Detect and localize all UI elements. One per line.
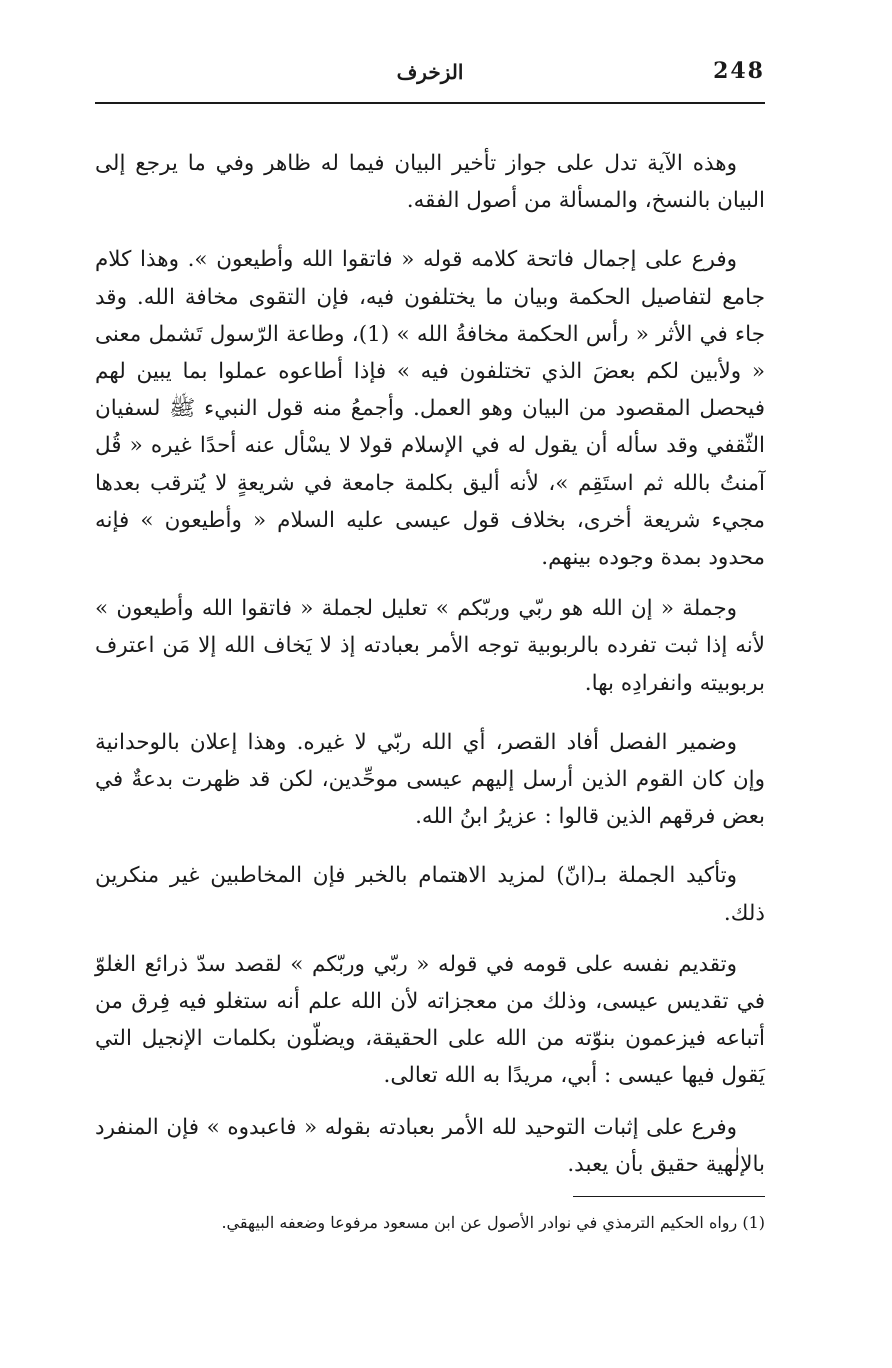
paragraph-2: وفرع على إجمال فاتحة كلامه قوله « فاتقوا الله وأطيعون ». وهذا كلام جامع لتفاصيل الحكمة وبيان ما يختلفون فيه، فإن التقوى مخافة الله. وقد جاء في الأثر « رأس الحكمة مخافةُ الله » (1)، وطاعة الرّسول تَشمل معنى « ولأبين لكم بعضَ الذي تختلفون فيه » فإذا أطاعوه عملوا بما يبين لهم فيحصل المقصود من البيان وهو العمل. وأجمعُ منه قول النبيء ﷺ لسفيان الثّقفي وقد سأله أن يقول له في الإسلام قولا لا يسْأل عنه أحدًا غيره « قُل آمنتُ بالله ثم استَقِم »، لأنه أليق بكلمة جامعة في شريعةٍ لا يُترقب بعدها مجيء شريعة أخرى، بخلاف قول عيسى عليه السلام « وأطيعون » فإنه محدود بمدة وجوده بينهم. — [95, 247, 765, 571]
page-header — [95, 50, 765, 100]
footnote-rule — [573, 1196, 765, 1197]
main-text — [95, 145, 765, 1205]
page-number: 248 — [713, 58, 765, 84]
header-rule — [95, 102, 765, 104]
paragraph-6: وتقديم نفسه على قومه في قوله « ربّي وربّكم » لقصد سدّ ذرائع الغلوّ في تقديس عيسى، وذلك من معجزاته لأن الله علم أنه ستغلو فيه فِرق من أتباعه فيزعمون بنوّته من الله على الحقيقة، ويضلّون بكلمات الإنجيل التي يَقول فيها عيسى : أبي، مريدًا به الله تعالى. — [95, 951, 765, 1089]
paragraph-3: وجملة « إن الله هو ربّي وربّكم » تعليل لجملة « فاتقوا الله وأطيعون » لأنه إذا ثبت تفرده بالربوبية توجه الأمر بعبادته إذ لا يَخاف الله إلا مَن اعترف بربوبيته وانفرادِه بها. — [95, 596, 765, 696]
paragraph-4: وضمير الفصل أفاد القصر، أي الله ربّي لا غيره. وهذا إعلان بالوحدانية وإن كان القوم الذين أرسل إليهم عيسى موحِّدين، لكن قد ظهرت بدعةٌ في بعض فرقهم الذين قالوا : عزيرُ ابنُ الله. — [95, 729, 765, 830]
running-title: الزخرف — [396, 60, 464, 84]
paragraph-1: وهذه الآية تدل على جواز تأخير البيان فيما له ظاهر وفي ما يرجع إلى البيان بالنسخ، والمسألة من أصول الفقه. — [95, 151, 765, 214]
footnote: (1) رواه الحكيم الترمذي في نوادر الأصول عن ابن مسعود مرفوعا وضعفه البيهقي. — [221, 1213, 765, 1232]
paragraph-7: وفرع على إثبات التوحيد لله الأمر بعبادته بقوله « فاعبدوه » فإن المنفرد بالإلٰهية حقيق بأن يعبد. — [95, 1114, 765, 1177]
paragraph-5: وتأكيد الجملة بـ(انّ) لمزيد الاهتمام بالخبر فإن المخاطبين غير منكرين ذلك. — [95, 863, 765, 926]
